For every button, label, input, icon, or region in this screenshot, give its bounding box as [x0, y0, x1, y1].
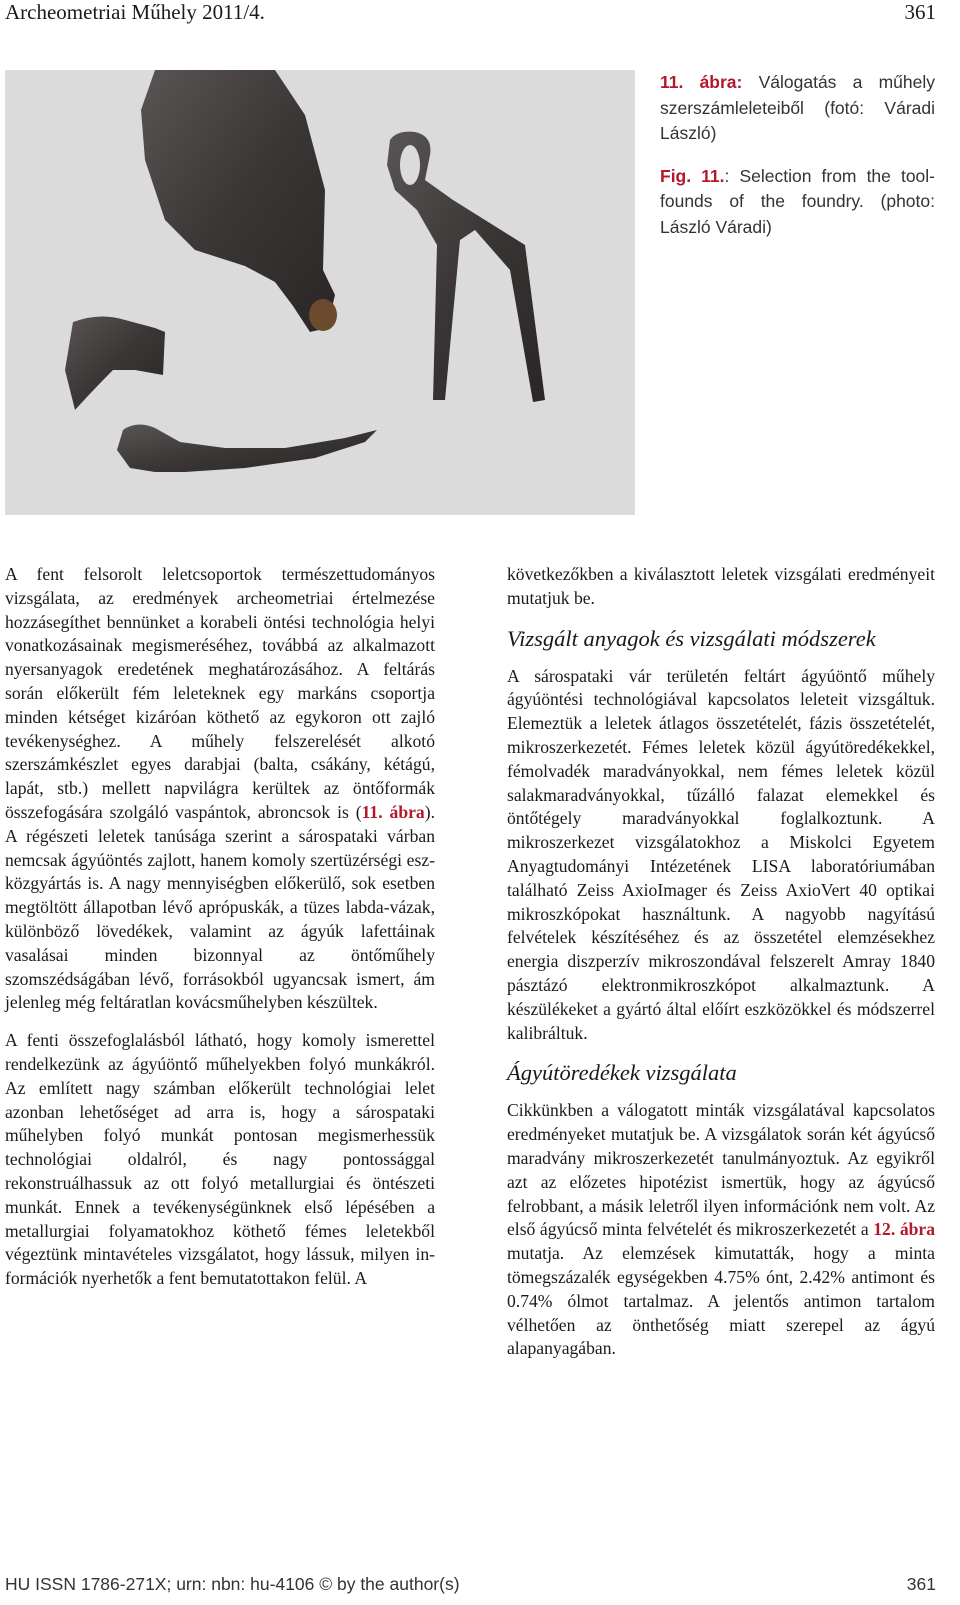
- section-heading-cannon-fragments: Ágyútöredékek vizsgálata: [507, 1060, 737, 1086]
- figure-12-reference: 12. ábra: [873, 1219, 935, 1240]
- left-p1-text-b: ). A régészeti leletek tanúsága szerint a sárospataki várban nemcsak ágyúöntés zajlott, hanem komoly szertüzérségi eszközgyártás is. A nagy mennyiségben előkerülő, sok esetben megtöltött állapotban lévő aprópuskák, a tüzes labda-vázak, különböző lövedékek, valamint az ágyúk lafettáinak vasalásai minden bizonnyal az öntőműhely szomszédságában lévő, forrásokból ugyancsak ismert, ám jelenleg még feltáratlan kovácsműhelyben készültek.: [5, 801, 435, 1013]
- caption-english: [660, 164, 935, 241]
- caption-en-text: : Selection from the tool-founds of the foundry. (photo: László Váradi): [660, 165, 936, 237]
- left-paragraph-1: [5, 563, 435, 1015]
- running-header-page-number: 361: [904, 0, 936, 24]
- left-paragraph-2: A fenti összefoglalásból látható, hogy komoly ismerettel rendelkezünk az ágyúöntő műhelyekben folyó munkákról. Az említett nagy számban előkerült technológiai lelet azonban lehetőséget ad arra is, hogy a sárospataki műhelyben folyó munkát pontosan megismerhessük technológiai oldalról, és nagy pontossággal rekonstruálhassuk az ott folyó metallurgiai és öntészeti munkát. Ennek a tevékenységünknek első lépésében a metallurgiai folyamatokhoz köthető fémes leletekből végeztünk mintavételes vizsgálatot, hogy lássuk, milyen információk nyerhetők a fent bemutatottakon felül. A: [5, 1030, 435, 1289]
- running-header-journal: Archeometriai Műhely 2011/4.: [5, 0, 265, 24]
- figure-photo-tools: [5, 70, 635, 515]
- footer-issn: HU ISSN 1786-271X; urn: nbn: hu-4106 © by the author(s): [5, 1574, 460, 1594]
- right-column: [507, 563, 935, 1375]
- tools-illustration: [5, 70, 635, 515]
- figure-caption: [660, 70, 935, 257]
- right-paragraph-0: következőkben a kiválasztott leletek vizsgálati eredményeit mutatjuk be.: [507, 564, 935, 608]
- footer-page-number: 361: [906, 1574, 936, 1594]
- left-column: [5, 563, 435, 1305]
- caption-hungarian: [660, 70, 935, 147]
- figure-11-reference: 11. ábra: [361, 801, 425, 822]
- caption-en-label: Fig. 11.: [660, 165, 725, 186]
- section-heading-materials-methods: Vizsgált anyagok és vizsgálati módszerek: [507, 625, 876, 651]
- caption-hu-label: 11. ábra:: [660, 72, 743, 92]
- right-paragraph-2: [507, 1099, 935, 1361]
- right-p2-text-a: Cikkünkben a válogatott minták vizsgálatával kapcsolatos eredményeket mutatjuk be. A vizsgálatok során két ágyúcső maradvány mikroszerkezetét tanulmányoztuk. Az egyikről azt az előzetes hipotézist ismertük, hogy az ágyúcső felrobbant, a másik leletről ilyen információnk nem volt. Az első ágyúcső minta felvételét és mikroszerkezetét a: [507, 1100, 935, 1240]
- right-p2-text-b: mutatja. Az elemzések kimutatták, hogy a minta tömegszázalék egységekben 4.75% ónt, 2.42% antimont és 0.74% ólmot tartalmaz. A jelentős antimon tartalom vélhetően az önthetőség miatt szerepel az ágyú alapanyagában.: [507, 1243, 935, 1359]
- caption-hu-text: Válogatás a műhely szerszámleleteiből (fotó: Váradi László): [660, 72, 935, 143]
- left-p1-text-a: A fent felsorolt leletcsoportok természettudományos vizsgálata, az eredmények archeometriai értelmezése hozzásegíthet bennünket a korabeli öntési technológia helyi vonatkozásainak megismeréséhez, továbbá az alkalmazott nyersanyagok eredetének meghatározásához. A feltárás során előkerült fém leleteknek egy markáns csoportja minden kétséget kizáróan köthető az egykoron ott zajló tevékenységhez. A műhely felszerelését alkotó szerszámkészlet egyes darabjai (balta, csákány, kétágú, lapát, stb.) mellett napvilágra kerültek az öntőformák összefogására szolgáló vaspántok, abroncsok is (: [5, 564, 435, 822]
- right-paragraph-1: A sárospataki vár területén feltárt ágyúöntő műhely ágyúöntési technológiával kapcsolatos leleteit vizsgáltuk. Elemeztük a leletek átlagos összetételét, fázis összetételét, mikroszerkezetét. Fémes leletek közül ágyútöredékekkel, fémolvadék maradványokkal, nem fémes leletek közül salakmaradványokkal, tűzálló falazat elemekkel és öntőtégely maradványokkal foglalkoztunk. A mikroszerkezet vizsgálatokhoz a Miskolci Egyetem Anyagtudományi Intézetének LISA laboratóriumában található Zeiss AxioImager és Zeiss AxioVert 40 optikai mikroszkópokat használtunk. A nagyobb nagyítású felvételek készítéséhez és az összetétel elemzésekhez energia diszperzív mikroszondával felszerelt Amray 1840 pásztázó elektronmikroszkópot alkalmaztunk. A készülékeket a gyártó által előírt eszközökkel és módszerrel kalibráltuk.: [507, 665, 935, 1043]
